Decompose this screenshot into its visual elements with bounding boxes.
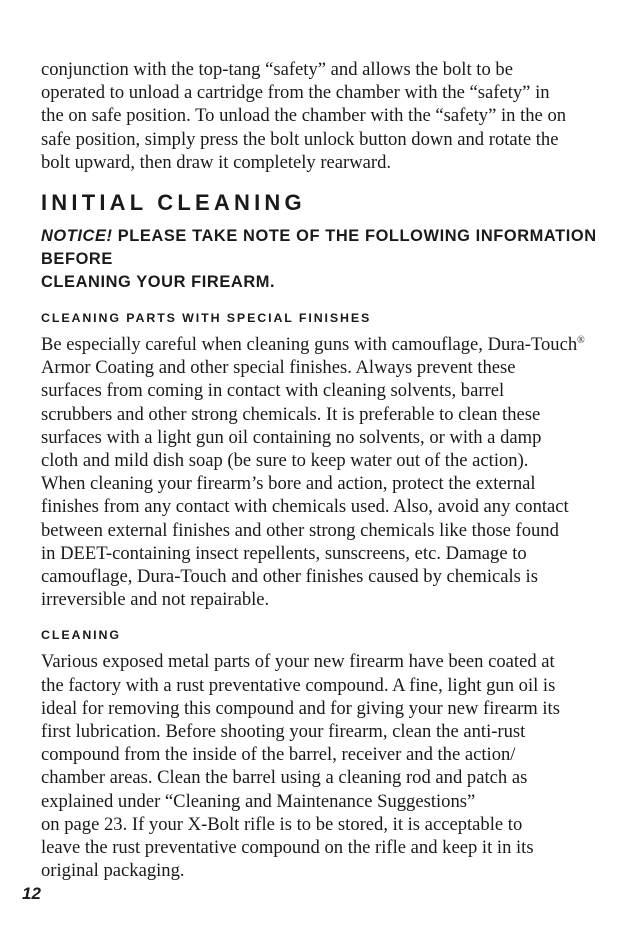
text-line: conjunction with the top-tang “safety” and allows the bolt to be bbox=[41, 59, 513, 80]
text-line: finishes from any contact with chemicals used. Also, avoid any contact bbox=[41, 496, 569, 518]
text-line: original packaging. bbox=[41, 860, 185, 882]
text-line: the on safe position. To unload the chamber with the “safety” in the on bbox=[41, 105, 567, 127]
text-line: leave the rust preventative compound on the rifle and keep it in its bbox=[41, 837, 534, 859]
text-line: in DEET-containing insect repellents, sunscreens, etc. Damage to bbox=[41, 542, 527, 564]
notice-block bbox=[41, 225, 599, 294]
text-line: surfaces with a light gun oil containing no solvents, or with a damp bbox=[41, 426, 542, 448]
text-line: camouflage, Dura-Touch and other finishes caused by chemicals is bbox=[41, 566, 538, 588]
text-line: on page 23. If your X-Bolt rifle is to be stored, it is acceptable to bbox=[41, 813, 523, 835]
text-line: first lubrication. Before shooting your firearm, clean the anti-rust bbox=[41, 721, 526, 743]
notice-text: PLEASE TAKE NOTE OF THE FOLLOWING INFORMATION BEFORE bbox=[41, 227, 597, 269]
text-line: chamber areas. Clean the barrel using a cleaning rod and patch as bbox=[41, 767, 528, 789]
text-line: ideal for removing this compound and for giving your new firearm its bbox=[41, 697, 560, 719]
section-title: INITIAL CLEANING bbox=[41, 190, 306, 216]
text-line: the factory with a rust preventative compound. A fine, light gun oil is bbox=[41, 674, 556, 696]
text-line: scrubbers and other strong chemicals. It is preferable to clean these bbox=[41, 403, 541, 425]
subheading-cleaning: CLEANING bbox=[41, 628, 121, 643]
page-number: 12 bbox=[22, 884, 41, 903]
special-finishes-paragraph bbox=[41, 333, 599, 611]
notice-line bbox=[41, 225, 599, 271]
text-line: safe position, simply press the bolt unlock button down and rotate the bbox=[41, 128, 559, 150]
text-line: between external finishes and other strong chemicals like those found bbox=[41, 519, 559, 541]
notice-line: CLEANING YOUR FIREARM. bbox=[41, 273, 276, 292]
manual-page bbox=[41, 58, 599, 882]
cleaning-paragraph bbox=[41, 650, 599, 882]
text-line bbox=[41, 333, 599, 356]
text-line: When cleaning your firearm’s bore and action, protect the external bbox=[41, 473, 536, 495]
notice-prefix: NOTICE! bbox=[41, 227, 113, 246]
registered-mark: ® bbox=[577, 334, 585, 346]
text-line: Various exposed metal parts of your new firearm have been coated at bbox=[41, 651, 555, 673]
text-line: bolt upward, then draw it completely rearward. bbox=[41, 151, 392, 173]
intro-paragraph bbox=[41, 58, 599, 174]
text-fragment: Be especially careful when cleaning guns with camouflage, Dura-Touch bbox=[41, 334, 578, 356]
text-line: surfaces from coming in contact with cleaning solvents, barrel bbox=[41, 380, 505, 402]
text-line: operated to unload a cartridge from the chamber with the “safety” in bbox=[41, 82, 550, 104]
text-line: cloth and mild dish soap (be sure to keep water out of the action). bbox=[41, 450, 529, 472]
subheading-special-finishes: CLEANING PARTS WITH SPECIAL FINISHES bbox=[41, 311, 372, 326]
text-line: explained under “Cleaning and Maintenance Suggestions” bbox=[41, 790, 476, 812]
text-line: irreversible and not repairable. bbox=[41, 589, 270, 611]
text-line: Armor Coating and other special finishes. Always prevent these bbox=[41, 357, 516, 379]
text-line: compound from the inside of the barrel, receiver and the action/ bbox=[41, 744, 516, 766]
